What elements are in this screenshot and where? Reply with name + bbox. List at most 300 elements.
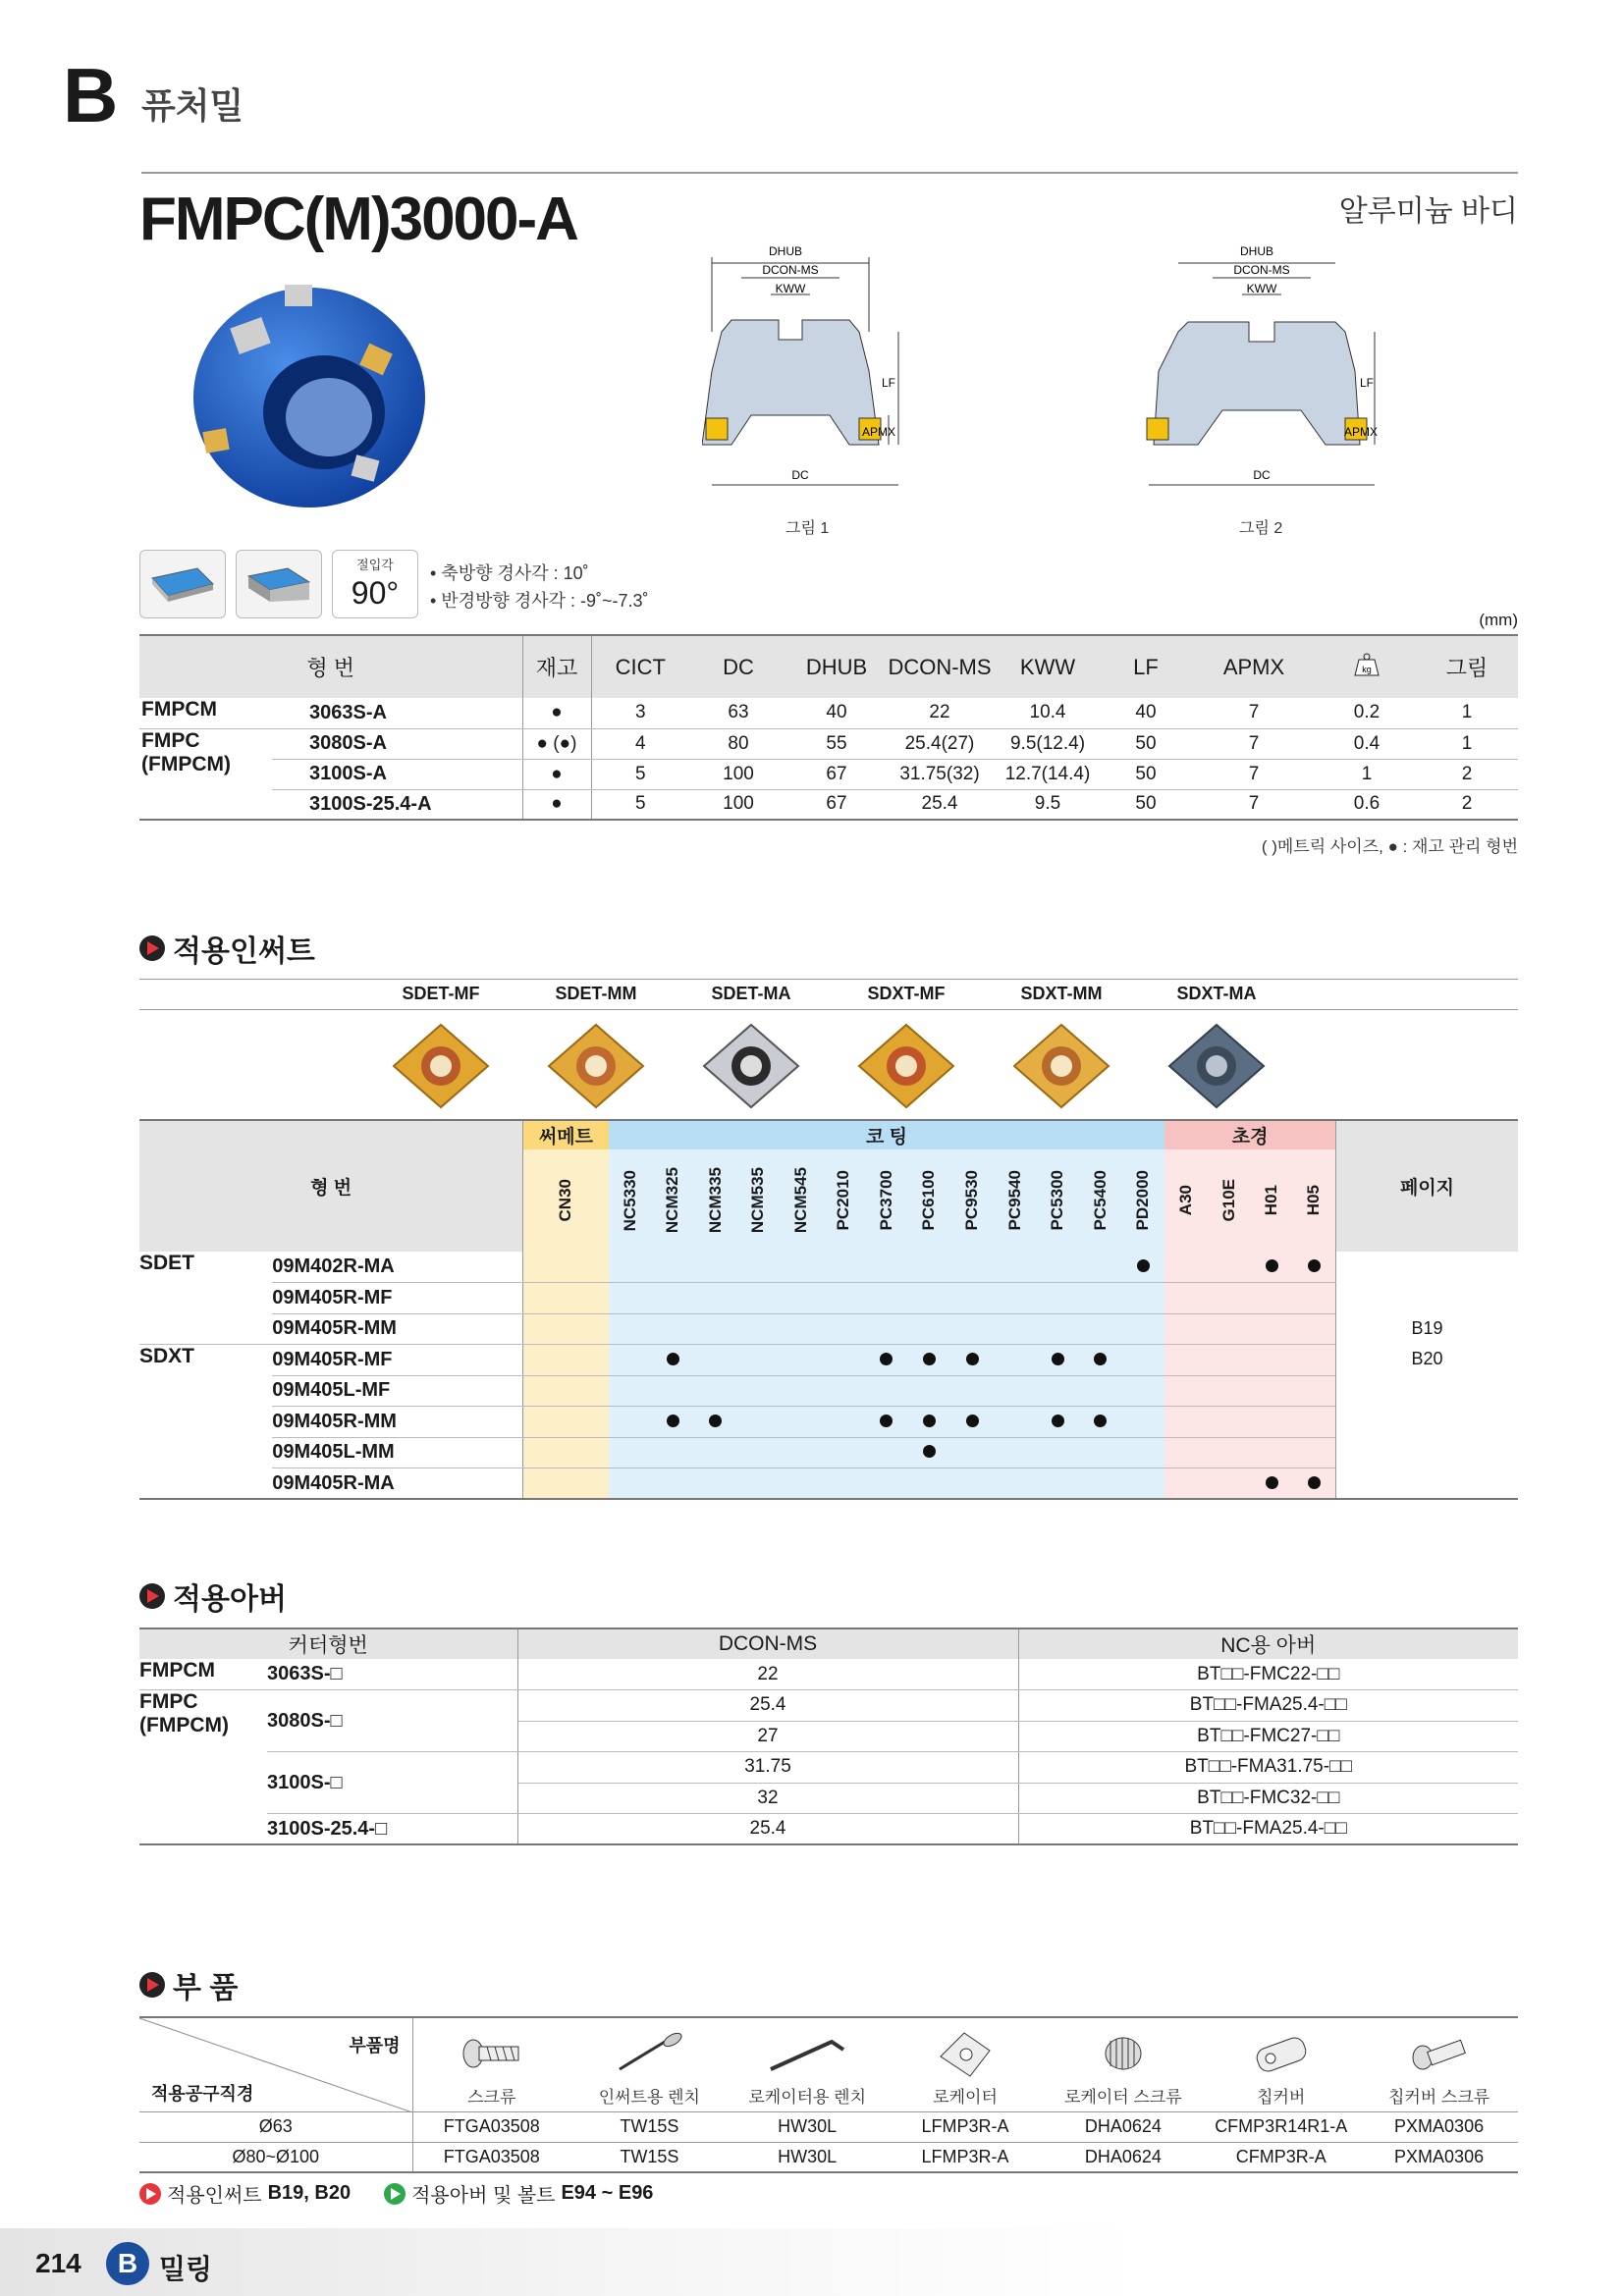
screw-icon xyxy=(458,2032,526,2075)
grade-cell xyxy=(609,1407,652,1438)
table-row xyxy=(139,1690,1518,1722)
parts-cell: PXMA0306 xyxy=(1360,2142,1518,2172)
insert-name: SDET-MA xyxy=(711,984,791,1003)
grade-cell xyxy=(1079,1252,1122,1283)
row-dcon: 25.4 xyxy=(886,789,994,820)
grade-cell xyxy=(950,1345,994,1376)
row-weight: 1 xyxy=(1318,759,1416,789)
grade-cell xyxy=(1079,1375,1122,1407)
row-weight: 0.4 xyxy=(1318,728,1416,759)
grade-cell xyxy=(1079,1313,1122,1345)
grade-name: NCM545 xyxy=(790,1167,810,1234)
table-row xyxy=(139,1345,1518,1376)
unit-note: (mm) xyxy=(1479,611,1518,629)
table-row xyxy=(139,728,1518,759)
grade-cell xyxy=(950,1313,994,1345)
grade-cell xyxy=(994,1313,1037,1345)
grade-cell xyxy=(780,1375,823,1407)
grade-col-header xyxy=(1036,1149,1079,1252)
insert-image-sdet-ma xyxy=(692,1017,810,1115)
grade-cell xyxy=(865,1437,908,1468)
grade-col-header xyxy=(651,1149,694,1252)
cutter-photo xyxy=(177,265,442,520)
row-lf: 50 xyxy=(1102,759,1190,789)
grade-cell xyxy=(694,1283,737,1314)
grade-cell xyxy=(780,1345,823,1376)
grade-name: PC9540 xyxy=(1004,1170,1024,1231)
grade-col-header xyxy=(1164,1149,1208,1252)
row-dcon: 22 xyxy=(886,698,994,728)
arbor-heading xyxy=(139,1575,287,1618)
grade-cell xyxy=(651,1313,694,1345)
grade-name: PD2000 xyxy=(1133,1170,1153,1231)
grade-cell xyxy=(950,1468,994,1500)
grade-cell xyxy=(1250,1407,1293,1438)
grade-row-model: 09M405L-MF xyxy=(272,1375,522,1407)
arrow-bullet-icon xyxy=(139,2183,161,2205)
availability-dot xyxy=(923,1353,936,1365)
grade-name: NCM325 xyxy=(663,1167,682,1234)
arbor-col-cutter: 커터형번 xyxy=(139,1629,517,1659)
approach-angle-value: 90° xyxy=(351,575,400,611)
grade-cell xyxy=(1250,1437,1293,1468)
axial-rake-note: • 축방향 경사각 : 10˚ xyxy=(430,563,589,583)
grade-cell xyxy=(1208,1407,1251,1438)
row-kww: 9.5(12.4) xyxy=(994,728,1102,759)
ref-arbor-pages: E94 ~ E96 xyxy=(561,2182,654,2204)
table-row xyxy=(139,2111,1518,2142)
insert-name: SDXT-MF xyxy=(867,984,946,1003)
grade-cell xyxy=(950,1252,994,1283)
table-row xyxy=(139,789,1518,820)
grade-cell xyxy=(736,1407,780,1438)
arbor-table xyxy=(139,1628,1518,1845)
arbor-group-fmpcm: FMPCM xyxy=(139,1659,267,1690)
row-apmx: 7 xyxy=(1190,698,1318,728)
grade-col-header xyxy=(780,1149,823,1252)
grade-group-cermet: 써메트 xyxy=(523,1120,609,1149)
arbor-row-arbor: BT□□-FMC27-□□ xyxy=(1018,1721,1518,1752)
grade-cell xyxy=(1036,1313,1079,1345)
part-name: 로케이터 xyxy=(933,2087,998,2107)
row-model: 3100S-25.4-A xyxy=(272,789,522,820)
grade-cell xyxy=(865,1283,908,1314)
grade-cell xyxy=(1208,1345,1251,1376)
arbor-row-model: 3100S-□ xyxy=(267,1752,517,1814)
locator-icon xyxy=(931,2027,1000,2080)
row-model: 3063S-A xyxy=(272,698,522,728)
arbor-row-dcon: 31.75 xyxy=(517,1752,1018,1784)
availability-dot xyxy=(923,1445,936,1458)
grade-row-model: 09M405R-MA xyxy=(272,1468,522,1500)
grade-group-coating: 코 팅 xyxy=(609,1120,1164,1149)
insert-image-sdxt-ma xyxy=(1158,1017,1275,1115)
part-name: 스크류 xyxy=(467,2087,516,2107)
fig2-kww-label: KWW xyxy=(1246,282,1277,295)
figure-2-drawing xyxy=(1139,243,1394,499)
grade-cell xyxy=(1036,1252,1079,1283)
availability-dot xyxy=(1266,1476,1278,1489)
grade-col-header xyxy=(694,1149,737,1252)
part-name: 칩커버 xyxy=(1257,2087,1306,2107)
table-row xyxy=(139,1252,1518,1283)
part-screw xyxy=(412,2017,570,2111)
parts-corner-bottom-label: 적용공구직경 xyxy=(151,2083,254,2104)
shoulder-cut-icon xyxy=(236,550,322,618)
insert-image-sdxt-mf xyxy=(847,1017,965,1115)
availability-dot xyxy=(709,1415,722,1427)
parts-cell: TW15S xyxy=(570,2111,729,2142)
parts-cell: FTGA03508 xyxy=(412,2142,570,2172)
arbor-group-fmpc xyxy=(139,1690,267,1845)
grade-col-header xyxy=(823,1149,866,1252)
grade-cell xyxy=(1036,1345,1079,1376)
fig2-dc-label: DC xyxy=(1253,468,1271,482)
inserts-heading-text: 적용인써트 xyxy=(173,935,315,968)
col-kww: KWW xyxy=(994,635,1102,698)
grade-cell xyxy=(1036,1283,1079,1314)
parts-corner-cell xyxy=(139,2017,412,2111)
figure-1-label: 그림 1 xyxy=(785,520,830,537)
part-name: 로케이터용 렌치 xyxy=(748,2087,867,2107)
body-type-label: 알루미늄 바디 xyxy=(1338,195,1518,228)
grade-cell xyxy=(1164,1437,1208,1468)
grade-cell xyxy=(1164,1375,1208,1407)
grade-cell xyxy=(1164,1345,1208,1376)
radial-rake-note: • 반경방향 경사각 : -9˚~-7.3˚ xyxy=(430,591,649,611)
arbor-col-nc: NC용 아버 xyxy=(1018,1629,1518,1659)
row-lf: 50 xyxy=(1102,789,1190,820)
grade-name: A30 xyxy=(1176,1185,1196,1216)
grade-cell xyxy=(823,1252,866,1283)
parts-cell: PXMA0306 xyxy=(1360,2111,1518,2142)
row-dc: 80 xyxy=(689,728,787,759)
page-ref[interactable]: B19 xyxy=(1411,1318,1443,1338)
grade-cell xyxy=(1036,1468,1079,1500)
grade-cell xyxy=(1293,1313,1336,1345)
grade-cell xyxy=(1122,1468,1165,1500)
parts-cell: HW30L xyxy=(729,2142,887,2172)
row-apmx: 7 xyxy=(1190,789,1318,820)
grade-cell xyxy=(694,1407,737,1438)
grade-cell xyxy=(1164,1468,1208,1500)
availability-dot xyxy=(1308,1476,1321,1489)
parts-cell: DHA0624 xyxy=(1044,2142,1202,2172)
part-name: 인써트용 렌치 xyxy=(598,2087,700,2107)
grade-cell xyxy=(736,1468,780,1500)
grade-cell xyxy=(994,1283,1037,1314)
grade-cell xyxy=(1164,1283,1208,1314)
figure-2-label: 그림 2 xyxy=(1239,520,1283,537)
group-fmpc-line1: FMPC xyxy=(141,728,200,752)
footer-references xyxy=(139,2179,653,2208)
part-locator-wrench xyxy=(729,2017,887,2111)
row-kww: 12.7(14.4) xyxy=(994,759,1102,789)
grade-cell xyxy=(651,1283,694,1314)
grade-col-header xyxy=(523,1149,609,1252)
availability-dot xyxy=(1052,1353,1064,1365)
figure-1-drawing xyxy=(702,243,918,499)
grade-cell xyxy=(736,1283,780,1314)
grade-cell xyxy=(609,1468,652,1500)
grade-col-header xyxy=(736,1149,780,1252)
grade-cell xyxy=(1208,1252,1251,1283)
arbor-col-dcon: DCON-MS xyxy=(517,1629,1018,1659)
hex-key-icon xyxy=(763,2032,851,2075)
chip-cover-screw-icon xyxy=(1405,2032,1474,2075)
grade-cell xyxy=(908,1407,951,1438)
spec-icons xyxy=(139,550,418,618)
grade-cell xyxy=(823,1468,866,1500)
parts-heading-text: 부 품 xyxy=(173,1972,239,2004)
grade-name: PC6100 xyxy=(919,1170,939,1231)
availability-dot xyxy=(880,1353,893,1365)
table-row xyxy=(139,1283,1518,1314)
grade-name: NCM335 xyxy=(705,1167,725,1234)
parts-cell: HW30L xyxy=(729,2111,887,2142)
grade-col-header xyxy=(950,1149,994,1252)
grade-cell xyxy=(1208,1468,1251,1500)
row-kww: 9.5 xyxy=(994,789,1102,820)
grade-cell xyxy=(736,1345,780,1376)
grade-cell xyxy=(651,1375,694,1407)
row-apmx: 7 xyxy=(1190,759,1318,789)
grade-cell xyxy=(1250,1468,1293,1500)
grade-cell xyxy=(1079,1437,1122,1468)
grade-cell xyxy=(780,1313,823,1345)
availability-dot xyxy=(1308,1259,1321,1272)
part-chip-cover-screw xyxy=(1360,2017,1518,2111)
col-figure: 그림 xyxy=(1416,635,1518,698)
table-row xyxy=(139,2142,1518,2172)
grade-cell xyxy=(780,1407,823,1438)
grade-cell xyxy=(908,1437,951,1468)
grade-name: PC3700 xyxy=(876,1170,895,1231)
row-dc: 63 xyxy=(689,698,787,728)
parts-cell: TW15S xyxy=(570,2142,729,2172)
row-cict: 3 xyxy=(591,698,689,728)
table-row xyxy=(139,1437,1518,1468)
grade-cell xyxy=(1250,1345,1293,1376)
grade-cell xyxy=(523,1468,609,1500)
fig2-lf-label: LF xyxy=(1359,376,1375,390)
grade-col-header xyxy=(1079,1149,1122,1252)
arbor-row-model: 3100S-25.4-□ xyxy=(267,1814,517,1845)
locator-screw-icon xyxy=(1089,2029,1158,2078)
row-kww: 10.4 xyxy=(994,698,1102,728)
grade-cell xyxy=(523,1313,609,1345)
grade-cell xyxy=(1293,1283,1336,1314)
grade-cell xyxy=(950,1283,994,1314)
insert-image-sdet-mm xyxy=(537,1017,655,1115)
parts-table-header xyxy=(139,2017,1518,2111)
grade-cell xyxy=(736,1437,780,1468)
grade-cell xyxy=(994,1468,1037,1500)
grade-cell xyxy=(523,1437,609,1468)
grade-cell xyxy=(908,1283,951,1314)
col-dhub: DHUB xyxy=(787,635,886,698)
grade-cell xyxy=(994,1252,1037,1283)
table-row xyxy=(139,759,1518,789)
grade-cell xyxy=(523,1375,609,1407)
insert-name: SDET-MF xyxy=(402,984,480,1003)
grade-cell xyxy=(523,1407,609,1438)
weight-icon xyxy=(1349,652,1384,677)
parts-corner-top-label: 부품명 xyxy=(349,2036,401,2056)
grade-cell xyxy=(1122,1283,1165,1314)
grade-cell xyxy=(950,1407,994,1438)
grade-cell xyxy=(523,1283,609,1314)
parts-cell: CFMP3R14R1-A xyxy=(1202,2111,1360,2142)
grade-cell xyxy=(908,1313,951,1345)
row-stock: ● xyxy=(522,698,591,728)
section-name: 퓨처밀 xyxy=(141,85,244,126)
grade-col-header xyxy=(994,1149,1037,1252)
section-letter: B xyxy=(63,52,119,138)
grade-name: PC5300 xyxy=(1048,1170,1067,1231)
grade-cell xyxy=(865,1345,908,1376)
row-apmx: 7 xyxy=(1190,728,1318,759)
table-row xyxy=(139,1313,1518,1345)
arbor-row-model: 3063S-□ xyxy=(267,1659,517,1690)
grade-name: PC2010 xyxy=(834,1170,853,1231)
row-figure: 1 xyxy=(1416,698,1518,728)
parts-table xyxy=(139,2016,1518,2173)
col-model: 형 번 xyxy=(139,635,522,698)
arbor-group-fmpc-line1: FMPC xyxy=(139,1690,198,1713)
grade-cell xyxy=(609,1345,652,1376)
grade-row-model: 09M405R-MM xyxy=(272,1313,522,1345)
row-dcon: 25.4(27) xyxy=(886,728,994,759)
section-bullet-icon xyxy=(139,935,165,961)
parts-cell: LFMP3R-A xyxy=(887,2111,1045,2142)
grade-cell xyxy=(651,1252,694,1283)
grade-cell xyxy=(694,1252,737,1283)
parts-cell: LFMP3R-A xyxy=(887,2142,1045,2172)
row-lf: 50 xyxy=(1102,728,1190,759)
grade-cell xyxy=(736,1252,780,1283)
row-dcon: 31.75(32) xyxy=(886,759,994,789)
row-figure: 2 xyxy=(1416,759,1518,789)
grade-col-header xyxy=(1293,1149,1336,1252)
fig2-dhub-label: DHUB xyxy=(1239,244,1274,258)
grade-cell xyxy=(1122,1313,1165,1345)
grade-col-header xyxy=(1122,1149,1165,1252)
grade-cell xyxy=(694,1313,737,1345)
grade-cell xyxy=(1250,1252,1293,1283)
part-name: 로케이터 스크류 xyxy=(1064,2087,1182,2107)
group-fmpcm: FMPCM xyxy=(139,698,272,728)
grade-cell xyxy=(1293,1437,1336,1468)
grade-cell xyxy=(823,1437,866,1468)
arbor-row-dcon: 22 xyxy=(517,1659,1018,1690)
ref-arbor-link[interactable] xyxy=(384,2179,653,2208)
grade-cell xyxy=(908,1252,951,1283)
row-dhub: 67 xyxy=(787,759,886,789)
table-row xyxy=(139,1407,1518,1438)
section-bullet-icon xyxy=(139,1583,165,1609)
grade-cell xyxy=(1036,1407,1079,1438)
rake-angle-notes xyxy=(430,560,649,614)
grade-cell xyxy=(1164,1407,1208,1438)
grade-cell xyxy=(609,1252,652,1283)
grade-cell xyxy=(1079,1345,1122,1376)
grade-cell xyxy=(1036,1437,1079,1468)
row-dhub: 40 xyxy=(787,698,886,728)
row-dhub: 67 xyxy=(787,789,886,820)
fig2-dcon-label: DCON-MS xyxy=(1233,263,1290,277)
grade-cell xyxy=(1079,1468,1122,1500)
col-apmx: APMX xyxy=(1190,635,1318,698)
arrow-bullet-icon xyxy=(384,2183,406,2205)
part-locator-screw xyxy=(1044,2017,1202,2111)
availability-dot xyxy=(880,1415,893,1427)
grade-col-header xyxy=(1208,1149,1251,1252)
grade-name: G10E xyxy=(1218,1179,1238,1222)
group-fmpc-line2: (FMPCM) xyxy=(141,752,231,775)
insert-shape-icon xyxy=(139,550,226,618)
insert-names-row xyxy=(139,979,1518,1010)
grade-cell xyxy=(1208,1375,1251,1407)
part-name: 칩커버 스크류 xyxy=(1387,2087,1490,2107)
parts-heading xyxy=(139,1963,238,2006)
grade-cell xyxy=(1164,1252,1208,1283)
availability-dot xyxy=(923,1415,936,1427)
grade-group-sdet: SDET xyxy=(139,1252,272,1345)
row-figure: 2 xyxy=(1416,789,1518,820)
grade-cell xyxy=(908,1345,951,1376)
row-cict: 5 xyxy=(591,759,689,789)
ref-inserts-pages: B19, B20 xyxy=(267,2182,352,2204)
spec-table xyxy=(139,634,1518,821)
grade-col-model: 형 번 xyxy=(139,1120,523,1252)
ref-inserts-link[interactable] xyxy=(139,2179,351,2208)
grade-cell xyxy=(823,1407,866,1438)
group-fmpc xyxy=(139,728,272,820)
col-cict: CICT xyxy=(591,635,689,698)
grade-col-header xyxy=(1250,1149,1293,1252)
row-weight: 0.2 xyxy=(1318,698,1416,728)
row-cict: 4 xyxy=(591,728,689,759)
grade-cell xyxy=(651,1407,694,1438)
weight-icon-label: kg xyxy=(1362,664,1372,674)
row-dc: 100 xyxy=(689,759,787,789)
grade-cell xyxy=(736,1313,780,1345)
table-row xyxy=(139,1814,1518,1845)
grade-cell xyxy=(1250,1283,1293,1314)
grade-cell xyxy=(865,1252,908,1283)
arbor-row-arbor: BT□□-FMC32-□□ xyxy=(1018,1783,1518,1814)
grade-cell xyxy=(780,1252,823,1283)
parts-cell: CFMP3R-A xyxy=(1202,2142,1360,2172)
grade-cell xyxy=(736,1375,780,1407)
col-dcon: DCON-MS xyxy=(886,635,994,698)
table-row xyxy=(139,698,1518,728)
grade-cell xyxy=(823,1283,866,1314)
arbor-row-dcon: 25.4 xyxy=(517,1814,1018,1845)
grade-name: NC5330 xyxy=(620,1169,639,1232)
grade-cell xyxy=(1208,1283,1251,1314)
approach-angle-label: 절입각 xyxy=(356,558,394,572)
arbor-row-dcon: 25.4 xyxy=(517,1690,1018,1722)
page-ref[interactable]: B20 xyxy=(1411,1349,1443,1368)
grade-cell xyxy=(823,1313,866,1345)
grade-cell xyxy=(1250,1313,1293,1345)
grade-cell xyxy=(994,1407,1037,1438)
grade-cell xyxy=(609,1437,652,1468)
grade-row-model: 09M405R-MM xyxy=(272,1407,522,1438)
insert-name: SDXT-MA xyxy=(1176,984,1257,1003)
